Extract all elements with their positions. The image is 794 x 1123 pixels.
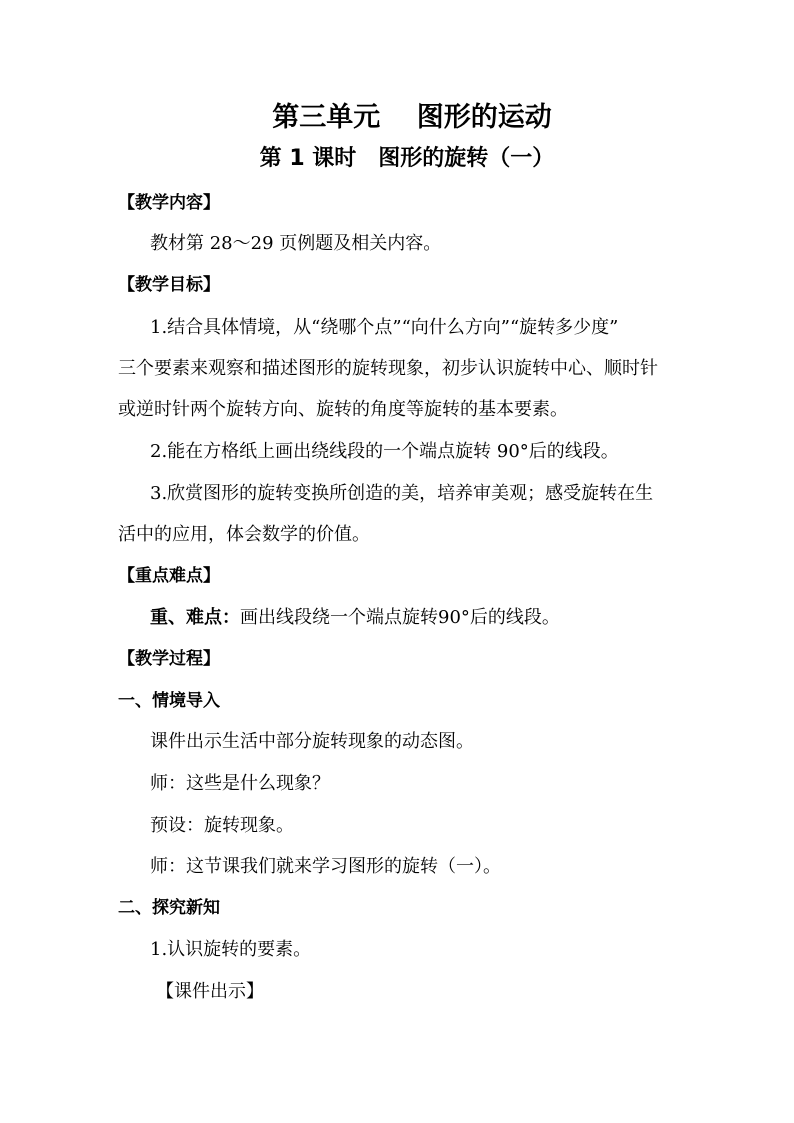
explore-line-1: 1.认识旋转的要素。 [150,939,312,960]
heading-teaching-goals: 【教学目标】 [118,275,220,295]
heading-key-points: 【重点难点】 [118,566,220,586]
teaching-content-text: 教材第 28～29 页例题及相关内容。 [150,233,442,254]
heading-teaching-process: 【教学过程】 [118,649,220,669]
unit-title: 第三单元 图形的运动 [272,102,552,133]
intro-line-1: 课件出示生活中部分旋转现象的动态图。 [150,731,474,752]
intro-line-3: 预设：旋转现象。 [150,815,294,836]
intro-line-2: 师：这些是什么现象？ [150,773,330,794]
key-points-text: 画出线段绕一个端点旋转90°后的线段。 [240,607,560,628]
lesson-title: 第 1 课时 图形的旋转（一） [259,146,555,171]
goal-1-line-1: 1.结合具体情境，从“绕哪个点”“向什么方向”“旋转多少度” [150,317,619,338]
key-points-label: 重、难点： [150,607,240,628]
heading-teaching-content: 【教学内容】 [118,193,220,213]
explore-line-2: 【课件出示】 [156,981,264,1002]
goal-2: 2.能在方格纸上画出绕线段的一个端点旋转 90°后的线段。 [150,441,619,462]
goal-1-line-3: 或逆时针两个旋转方向、旋转的角度等旋转的基本要素。 [118,399,568,420]
goal-3-line-1: 3.欣赏图形的旋转变换所创造的美，培养审美观；感受旋转在生 [150,483,654,504]
key-points-line [150,606,560,630]
intro-line-4: 师：这节课我们就来学习图形的旋转（一）。 [150,856,501,877]
heading-scenario-intro: 一、情境导入 [118,691,220,711]
goal-1-line-2: 三个要素来观察和描述图形的旋转现象，初步认识旋转中心、顺时针 [118,358,658,379]
goal-3-line-2: 活中的应用，体会数学的价值。 [118,524,370,545]
heading-explore-new: 二、探究新知 [118,898,220,918]
